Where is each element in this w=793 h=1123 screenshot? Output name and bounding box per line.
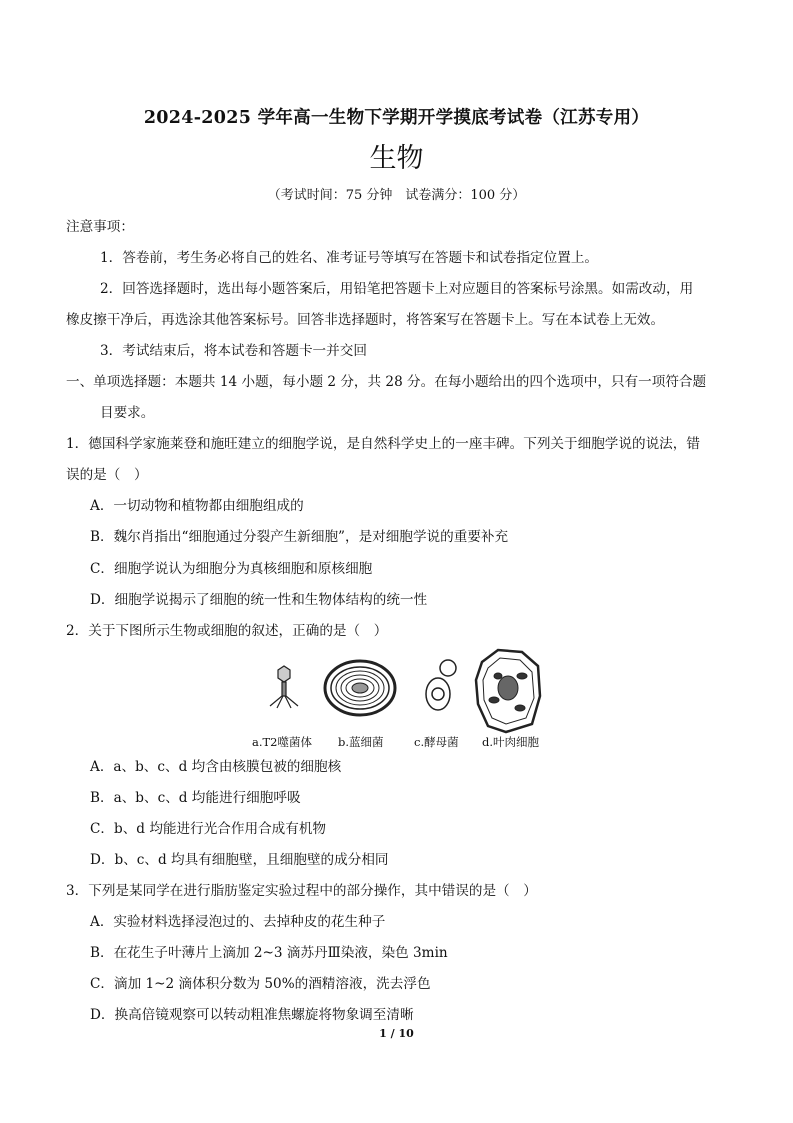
- figure-label-c: c.酵母菌: [414, 735, 459, 749]
- page-number: 1 / 10: [379, 1027, 414, 1040]
- note-item: 3．考试结束后，将本试卷和答题卡一并交回: [100, 343, 367, 359]
- option-d: D．换高倍镜观察可以转动粗准焦螺旋将物象调至清晰: [90, 1007, 414, 1023]
- figure-label-a: a.T2噬菌体: [252, 735, 312, 749]
- section-heading: 一、单项选择题：本题共 14 小题，每小题 2 分，共 28 分。在每小题给出的四个选项中，只有一项符合题: [66, 374, 707, 390]
- option-a: A．实验材料选择浸泡过的、去掉种皮的花生种子: [90, 914, 386, 930]
- yeast-icon: [426, 660, 456, 710]
- cyanobacteria-icon: [325, 661, 395, 715]
- exam-info: （考试时间：75 分钟 试卷满分：100 分）: [267, 188, 526, 203]
- question-stem: 1．德国科学家施莱登和施旺建立的细胞学说，是自然科学史上的一座丰碑。下列关于细胞学说的说法，错: [66, 436, 700, 452]
- mesophyll-cell-icon: [476, 650, 540, 732]
- question-stem: 3．下列是某同学在进行脂肪鉴定实验过程中的部分操作，其中错误的是（ ）: [66, 883, 537, 899]
- note-item: 橡皮擦干净后，再选涂其他答案标号。回答非选择题时，将答案写在答题卡上。写在本试卷上无效。: [66, 312, 665, 328]
- subject-title: 生物: [369, 143, 424, 174]
- option-d: D．b、c、d 均具有细胞壁，且细胞壁的成分相同: [90, 852, 389, 868]
- option-b: B．a、b、c、d 均能进行细胞呼吸: [90, 790, 301, 806]
- option-c: C．b、d 均能进行光合作用合成有机物: [90, 821, 327, 837]
- section-heading-cont: 目要求。: [100, 405, 155, 421]
- question-stem: 2．关于下图所示生物或细胞的叙述，正确的是（ ）: [66, 623, 388, 639]
- exam-title: 2024-2025 学年高一生物下学期开学摸底考试卷（江苏专用）: [143, 108, 650, 128]
- question-stem-cont: 误的是（ ）: [66, 467, 148, 483]
- option-b: B．魏尔肖指出“细胞通过分裂产生新细胞”，是对细胞学说的重要补充: [90, 529, 509, 545]
- phage-icon: [270, 666, 298, 708]
- notes-heading: 注意事项：: [66, 219, 134, 235]
- note-item: 2．回答选择题时，选出每小题答案后，用铅笔把答题卡上对应题目的答案标号涂黑。如需改动，用: [100, 281, 694, 297]
- option-c: C．细胞学说认为细胞分为真核细胞和原核细胞: [90, 561, 373, 577]
- option-a: A．一切动物和植物都由细胞组成的: [90, 498, 304, 514]
- figure-label-b: b.蓝细菌: [338, 735, 384, 749]
- option-a: A．a、b、c、d 均含由核膜包被的细胞核: [90, 759, 342, 775]
- note-item: 1．答卷前，考生务必将自己的姓名、准考证号等填写在答题卡和试卷指定位置上。: [100, 250, 599, 266]
- option-d: D．细胞学说揭示了细胞的统一性和生物体结构的统一性: [90, 592, 428, 608]
- organism-illustration: [250, 648, 550, 734]
- option-b: B．在花生子叶薄片上滴加 2~3 滴苏丹Ⅲ染液，染色 3min: [90, 945, 448, 961]
- option-c: C．滴加 1~2 滴体积分数为 50%的酒精溶液，洗去浮色: [90, 976, 431, 992]
- figure-label-d: d.叶肉细胞: [482, 735, 540, 749]
- organism-figure: [250, 648, 550, 752]
